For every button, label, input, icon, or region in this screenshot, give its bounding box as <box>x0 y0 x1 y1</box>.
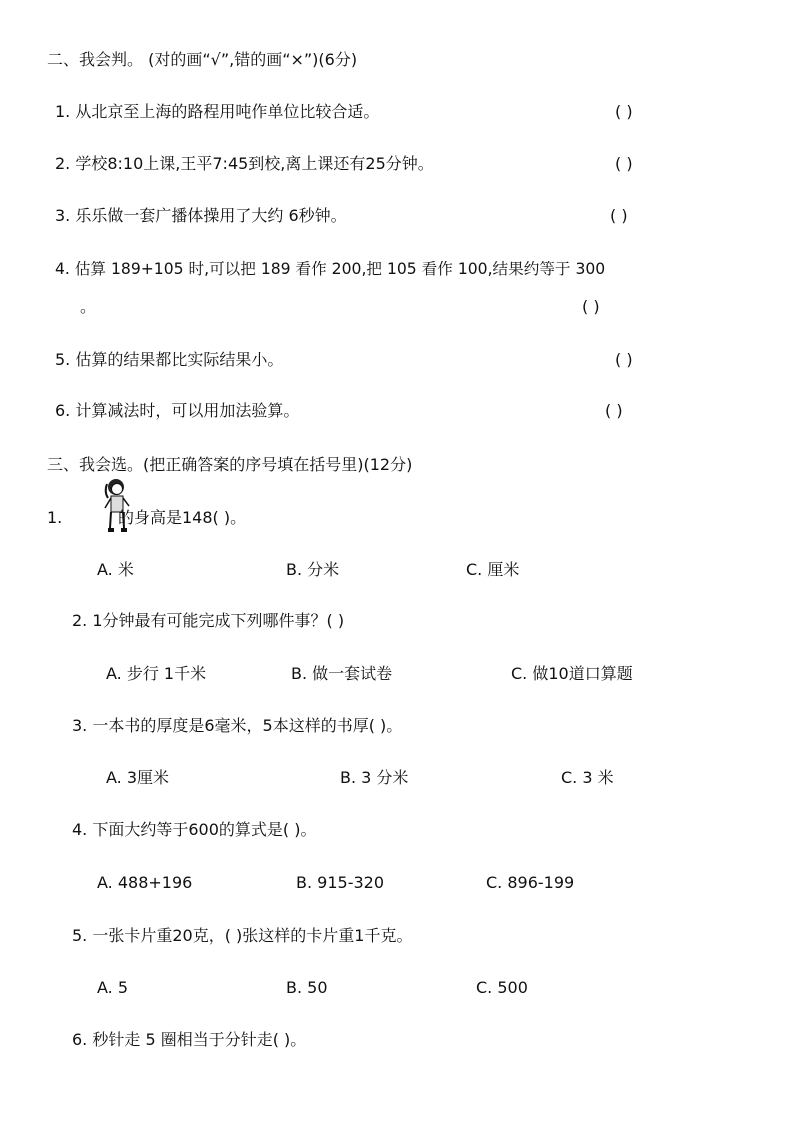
choice-q5-option-a[interactable]: A. 5 <box>97 978 129 997</box>
choice-q3-text: 3. 一本书的厚度是6毫米，5本这样的书厚( )。 <box>72 716 403 735</box>
choice-q6-text: 6. 秒针走 5 圈相当于分针走( )。 <box>72 1030 307 1049</box>
choice-q1-option-b[interactable]: B. 分米 <box>286 560 340 579</box>
judge-item-3-answer-blank[interactable]: ( ) <box>610 206 628 225</box>
choice-q1-option-a[interactable]: A. 米 <box>97 560 134 579</box>
choice-q2-option-c[interactable]: C. 做10道口算题 <box>511 664 633 683</box>
choice-q2-text: 2. 1分钟最有可能完成下列哪件事？( ) <box>72 611 345 630</box>
choice-q4-option-b[interactable]: B. 915-320 <box>296 873 384 892</box>
choice-q3-option-c[interactable]: C. 3 米 <box>561 768 614 787</box>
choice-q3-option-a[interactable]: A. 3厘米 <box>106 768 170 787</box>
choice-q2-option-a[interactable]: A. 步行 1千米 <box>106 664 207 683</box>
choice-q4-option-c[interactable]: C. 896-199 <box>486 873 575 892</box>
section2-heading: 二、我会判。 (对的画“√”,错的画“×”)(6分) <box>47 50 358 69</box>
choice-q5-option-c[interactable]: C. 500 <box>476 978 528 997</box>
choice-q1-number: 1. <box>47 508 63 527</box>
choice-q1-text: 的身高是148( )。 <box>118 508 247 527</box>
judge-item-3-text: 3. 乐乐做一套广播体操用了大约 6秒钟。 <box>55 206 347 225</box>
judge-item-1-answer-blank[interactable]: ( ) <box>615 102 633 121</box>
choice-q5-text: 5. 一张卡片重20克，( )张这样的卡片重1千克。 <box>72 926 413 945</box>
judge-item-4-continuation: 。 <box>80 297 97 316</box>
judge-item-5-answer-blank[interactable]: ( ) <box>615 350 633 369</box>
choice-q3-option-b[interactable]: B. 3 分米 <box>340 768 409 787</box>
judge-item-2-text: 2. 学校8:10上课,王平7:45到校,离上课还有25分钟。 <box>55 154 434 173</box>
choice-q4-text: 4. 下面大约等于600的算式是( )。 <box>72 820 317 839</box>
judge-item-2-answer-blank[interactable]: ( ) <box>615 154 633 173</box>
judge-item-6-answer-blank[interactable]: ( ) <box>605 401 623 420</box>
judge-item-4-answer-blank[interactable]: ( ) <box>582 297 600 316</box>
section3-heading: 三、我会选。(把正确答案的序号填在括号里)(12分) <box>47 455 413 474</box>
choice-q2-option-b[interactable]: B. 做一套试卷 <box>291 664 393 683</box>
choice-q5-option-b[interactable]: B. 50 <box>286 978 328 997</box>
choice-q4-option-a[interactable]: A. 488+196 <box>97 873 193 892</box>
judge-item-5-text: 5. 估算的结果都比实际结果小。 <box>55 350 284 369</box>
choice-q1-option-c[interactable]: C. 厘米 <box>466 560 520 579</box>
judge-item-6-text: 6. 计算减法时，可以用加法验算。 <box>55 401 300 420</box>
judge-item-1-text: 1. 从北京至上海的路程用吨作单位比较合适。 <box>55 102 380 121</box>
judge-item-4-text: 4. 估算 189+105 时,可以把 189 看作 200,把 105 看作 100,结果约等于 300 <box>55 260 606 278</box>
